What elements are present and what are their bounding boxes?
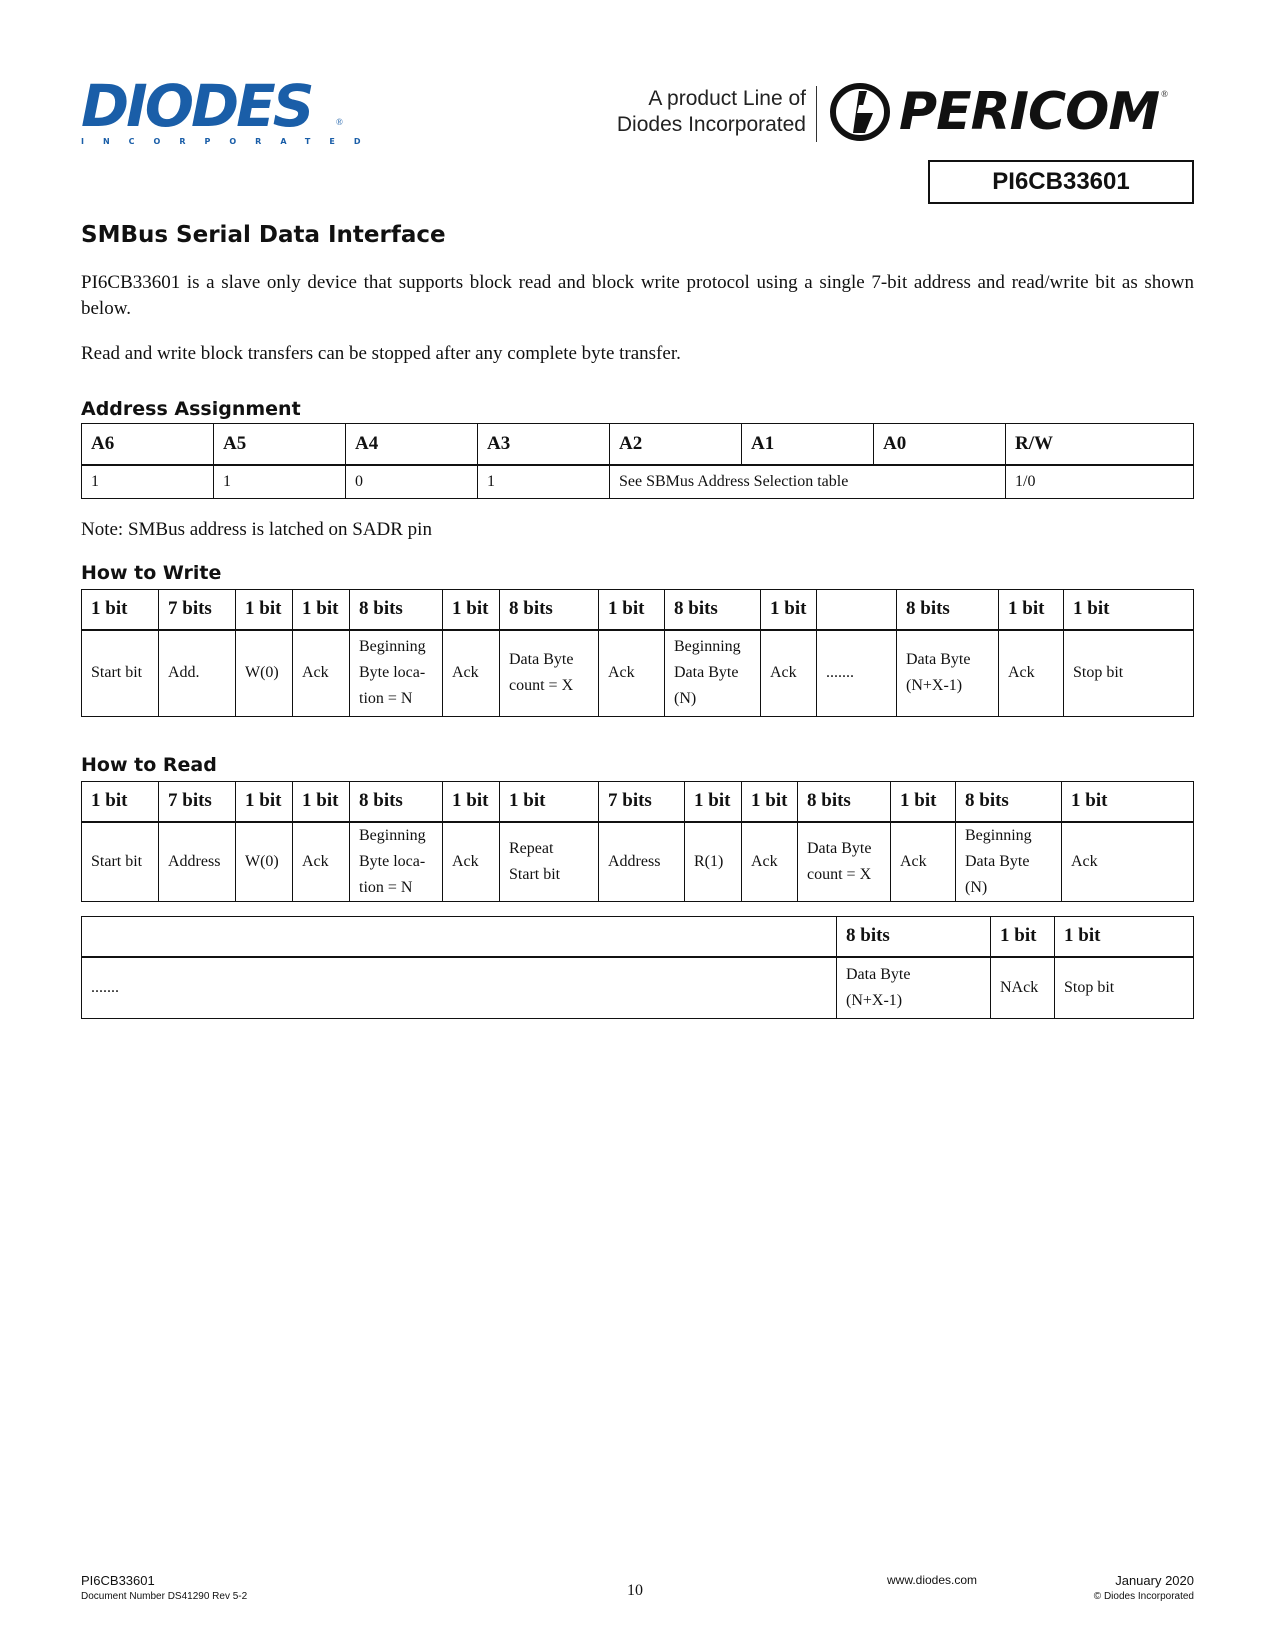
cell-line: Ack (1071, 852, 1098, 870)
cell-line: Data Byte (846, 965, 911, 983)
footer-part-number: PI6CB33601 (81, 1573, 155, 1588)
header-cell: 1 bit (236, 590, 293, 630)
read-continuation-table (81, 916, 1194, 1019)
address-table (81, 423, 1194, 499)
header-cell: A3 (478, 424, 610, 466)
read-header-row (82, 782, 1194, 822)
cell-line: Data Byte (807, 839, 872, 857)
header-cell: A4 (346, 424, 478, 466)
value-cell: 1 (478, 465, 610, 499)
cell-line: count = X (509, 677, 574, 695)
header-cell (817, 590, 897, 630)
cell-line: Data Byte (965, 852, 1030, 870)
cell-line: (N) (674, 690, 697, 708)
header-cell: 1 bit (1064, 590, 1194, 630)
cell-line: Stop bit (1064, 978, 1115, 996)
read-cont-header-row (82, 917, 1194, 957)
cell-line: Ack (770, 664, 797, 682)
pericom-mark-icon (829, 83, 891, 141)
value-cell (443, 630, 500, 717)
header-cell: 8 bits (350, 590, 443, 630)
cell-line: W(0) (245, 664, 279, 682)
value-cell (236, 822, 293, 902)
header-cell: 7 bits (159, 782, 236, 822)
write-value-row (82, 630, 1194, 717)
header-cell: 8 bits (665, 590, 761, 630)
value-cell (798, 822, 891, 902)
cell-line: Address (608, 852, 661, 870)
header-cell: 1 bit (1062, 782, 1194, 822)
header-cell: 1 bit (293, 590, 350, 630)
cell-line: Ack (302, 664, 329, 682)
header-divider (816, 86, 817, 142)
header-cell: 1 bit (443, 782, 500, 822)
header-cell: 8 bits (956, 782, 1062, 822)
header-cell: 8 bits (798, 782, 891, 822)
header-cell: 1 bit (991, 917, 1055, 957)
value-cell: 1 (82, 465, 214, 499)
address-header-row (82, 424, 1194, 466)
cell-line: count = X (807, 865, 872, 883)
address-note: Note: SMBus address is latched on SADR pin (81, 519, 432, 540)
registered-mark: ® (336, 117, 343, 127)
value-cell: 1/0 (1006, 465, 1194, 499)
value-cell: See SBMus Address Selection table (610, 465, 1006, 499)
cell-line: Data Byte (509, 651, 574, 669)
value-cell (991, 957, 1055, 1019)
value-cell (293, 630, 350, 717)
footer-doc-number: Document Number DS41290 Rev 5-2 (81, 1591, 248, 1602)
header-cell: 1 bit (891, 782, 956, 822)
cell-line: Ack (452, 852, 479, 870)
footer-date: January 2020 (1115, 1573, 1194, 1588)
cell-line: Add. (168, 664, 200, 682)
value-cell (837, 957, 991, 1019)
header-cell: 1 bit (236, 782, 293, 822)
diodes-logo (81, 72, 380, 146)
header-cell: 1 bit (599, 590, 665, 630)
header-cell: 1 bit (82, 590, 159, 630)
value-cell (82, 630, 159, 717)
product-line-2: Diodes Incorporated (616, 113, 806, 136)
address-assignment-heading: Address Assignment (81, 398, 301, 420)
value-cell (891, 822, 956, 902)
cell-line: Beginning (965, 826, 1032, 844)
cell-line: Ack (751, 852, 778, 870)
cell-line: Start bit (509, 865, 561, 883)
value-cell: 1 (214, 465, 346, 499)
header-cell: 1 bit (443, 590, 500, 630)
cell-line: W(0) (245, 852, 279, 870)
header-cell: 8 bits (500, 590, 599, 630)
cell-line: Ack (608, 664, 635, 682)
header-cell: 8 bits (350, 782, 443, 822)
value-cell (500, 630, 599, 717)
cell-line: Data Byte (906, 651, 971, 669)
value-cell (500, 822, 599, 902)
value-cell: 0 (346, 465, 478, 499)
product-line-1: A product Line of (648, 87, 806, 110)
pericom-logo-text: PERICOM (899, 82, 1160, 142)
cell-line: Data Byte (674, 664, 739, 682)
value-cell (350, 630, 443, 717)
cell-line: Beginning (674, 638, 741, 656)
value-cell (685, 822, 742, 902)
value-cell (1055, 957, 1194, 1019)
write-header-row (82, 590, 1194, 630)
section-title: SMBus Serial Data Interface (81, 222, 446, 248)
header-cell: 8 bits (897, 590, 999, 630)
value-cell (742, 822, 798, 902)
value-cell (956, 822, 1062, 902)
header-cell: 1 bit (293, 782, 350, 822)
header-cell: A0 (874, 424, 1006, 466)
cell-line: Repeat (509, 839, 554, 857)
value-cell (236, 630, 293, 717)
footer-left (81, 1573, 247, 1602)
cell-line: Byte loca- (359, 852, 426, 870)
how-to-read-heading: How to Read (81, 754, 217, 776)
cell-line: tion = N (359, 878, 413, 896)
value-cell (761, 630, 817, 717)
cell-line: Start bit (91, 852, 143, 870)
value-cell (159, 630, 236, 717)
cell-line: Start bit (91, 664, 143, 682)
cell-line: Ack (900, 852, 927, 870)
cell-line: Stop bit (1073, 664, 1124, 682)
value-cell (350, 822, 443, 902)
value-cell (443, 822, 500, 902)
value-cell (817, 630, 897, 717)
header-cell: 1 bit (999, 590, 1064, 630)
cell-line: Ack (1008, 664, 1035, 682)
header-cell: 1 bit (82, 782, 159, 822)
registered-mark: ® (1161, 89, 1168, 99)
value-cell (1062, 822, 1194, 902)
header-cell: 7 bits (599, 782, 685, 822)
cell-line: Beginning (359, 638, 426, 656)
value-cell (82, 822, 159, 902)
read-table (81, 781, 1194, 902)
diodes-logo-subtext: INCORPORATED (81, 137, 380, 146)
part-number-box: PI6CB33601 (928, 160, 1194, 204)
product-line-text (600, 86, 806, 138)
value-cell (665, 630, 761, 717)
cell-line: ....... (91, 978, 119, 996)
page-number: 10 (627, 1582, 643, 1599)
header-cell: 1 bit (685, 782, 742, 822)
value-cell (599, 822, 685, 902)
how-to-write-heading: How to Write (81, 562, 222, 584)
cell-line: Byte loca- (359, 664, 426, 682)
read-value-row (82, 822, 1194, 902)
cell-line: (N+X-1) (846, 991, 903, 1009)
footer-copyright: © Diodes Incorporated (1093, 1591, 1194, 1602)
header-cell (82, 917, 837, 957)
header-cell: 1 bit (761, 590, 817, 630)
address-value-row (82, 465, 1194, 499)
header-cell: 8 bits (837, 917, 991, 957)
cell-line: Ack (452, 664, 479, 682)
intro-paragraph: PI6CB33601 is a slave only device that supports block read and block write protocol using a single 7-bit address and read/write bit as shown below. (81, 272, 1194, 319)
header-cell: 7 bits (159, 590, 236, 630)
cell-line: ....... (826, 664, 854, 682)
value-cell (1064, 630, 1194, 717)
footer-url: www.diodes.com (887, 1573, 978, 1587)
header-cell: 1 bit (1055, 917, 1194, 957)
transfer-paragraph: Read and write block transfers can be stopped after any complete byte transfer. (81, 343, 681, 364)
cell-line: tion = N (359, 690, 413, 708)
header-cell: A5 (214, 424, 346, 466)
cell-line: R(1) (694, 852, 724, 870)
read-cont-value-row (82, 957, 1194, 1019)
footer-right (1094, 1573, 1194, 1602)
header-cell: 1 bit (500, 782, 599, 822)
write-table (81, 589, 1194, 717)
value-cell (599, 630, 665, 717)
value-cell (999, 630, 1064, 717)
cell-line: Address (168, 852, 221, 870)
header-cell: A6 (82, 424, 214, 466)
header-cell: A1 (742, 424, 874, 466)
header-cell: 1 bit (742, 782, 798, 822)
cell-line: Ack (302, 852, 329, 870)
cell-line: Beginning (359, 826, 426, 844)
value-cell (159, 822, 236, 902)
cell-line: (N+X-1) (906, 677, 963, 695)
cell-line: NAck (1000, 978, 1039, 996)
pericom-logo (829, 82, 1168, 142)
value-cell (82, 957, 837, 1019)
diodes-logo-text: DIODES (81, 72, 312, 140)
header-cell: R/W (1006, 424, 1194, 466)
cell-line: (N) (965, 878, 988, 896)
value-cell (897, 630, 999, 717)
value-cell (293, 822, 350, 902)
header-cell: A2 (610, 424, 742, 466)
